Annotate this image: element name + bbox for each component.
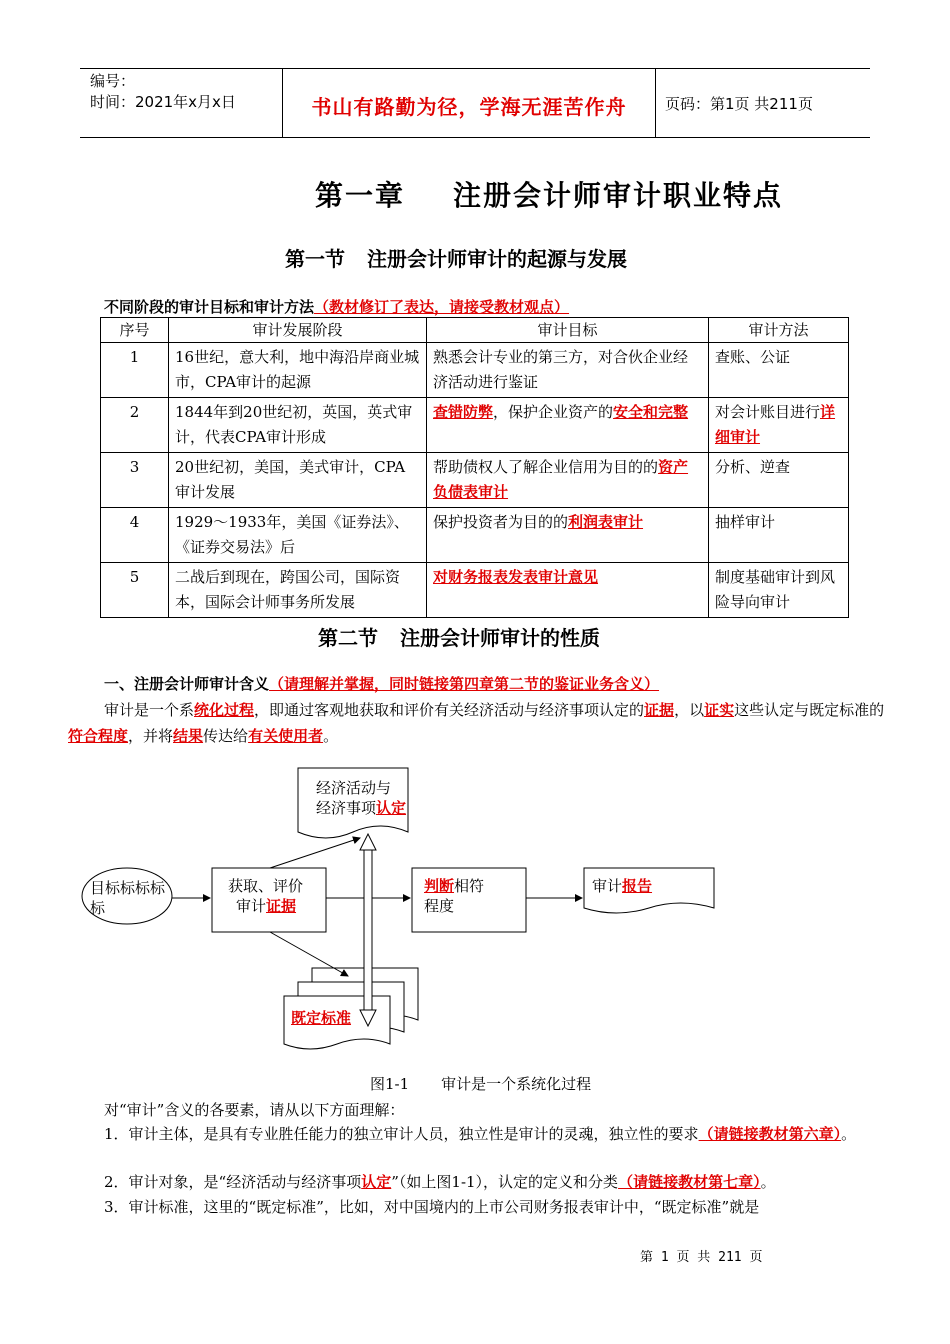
table-row [101,508,849,563]
goal-highlight: 利润表审计 [568,513,644,531]
highlight: 有关使用者 [248,727,324,745]
column-header: 审计目标 [427,318,709,343]
highlight: 报告 [622,877,653,895]
chapter-number: 第一章 [315,179,406,212]
table-header-row [101,318,849,343]
text: 审计 [236,897,267,915]
audit-history-table [100,317,849,618]
text: 。 [760,1173,776,1191]
element-item [68,1194,886,1220]
number-label: 编号： [90,72,136,90]
text: 相符 [454,877,485,895]
section-number: 第一节 [285,247,345,271]
section-title [285,243,627,272]
goal-highlight: 查错防弊 [433,403,494,421]
highlight: 既定标准 [291,1009,352,1027]
method-cell [709,398,849,453]
column-header: 审计方法 [709,318,849,343]
elements-intro: 对“审计”含义的各要素，请从以下方面理解： [104,1101,405,1119]
goal-text: 帮助债权人了解企业信用为目的的 [433,458,659,476]
header-divider [655,69,656,137]
evidence-label [228,876,303,916]
figure-caption [370,1073,591,1094]
page-label: 页码：第1页 共211页 [665,95,813,113]
highlight: 证据 [266,897,297,915]
table-caption [104,296,569,317]
stage-cell: 20世纪初，美国，美式审计，CPA审计发展 [169,453,427,508]
goal-text: ，保护企业资产的 [493,403,614,421]
row-number: 2 [101,398,169,453]
assertion-label [316,778,406,818]
row-number: 4 [101,508,169,563]
audit-process-diagram [80,760,780,1060]
goal-cell [427,343,709,398]
section-number: 第二节 [318,626,378,650]
highlight: 认定 [376,799,407,817]
text: 3．审计标准，这里的“既定标准”，比如，对中国境内的上市公司财务报表审计中，“既定标准”就是 [104,1198,760,1216]
method-cell: 抽样审计 [709,508,849,563]
time-label: 时间：2021年x月x日 [90,93,236,111]
text: 经济活动与 [316,779,392,797]
highlight: （请链接教材第七章） [618,1173,761,1191]
stage-cell: 16世纪，意大利，地中海沿岸商业城市，CPA审计的起源 [169,343,427,398]
chapter-title [315,174,783,214]
text: 。 [841,1125,857,1143]
text: 审计 [592,877,623,895]
table-row [101,563,849,618]
stage-cell: 二战后到现在，跨国公司，国际资本，国际会计师事务所发展 [169,563,427,618]
subheading-note: （请理解并掌握，同时链接第四章第二节的鉴证业务含义） [269,675,660,693]
section-name: 注册会计师审计的起源与发展 [367,247,627,271]
goal-highlight: 资产负债表审计 [433,458,689,501]
subheading-text: 一、注册会计师审计含义 [104,675,270,693]
text: 获取、评价 [228,877,304,895]
text: 1．审计主体，是具有专业胜任能力的独立审计人员，独立性是审计的灵魂，独立性的要求 [104,1125,699,1143]
row-number: 3 [101,453,169,508]
row-number: 5 [101,563,169,618]
text: 2．审计对象，是“经济活动与经济事项 [104,1173,362,1191]
method-cell: 分析、逆查 [709,453,849,508]
text: 程度 [424,897,455,915]
table-row [101,343,849,398]
element-item [68,1169,886,1195]
standard-label [291,1008,351,1028]
page-footer: 第 1 页 共 211 页 [640,1250,763,1265]
section-title [318,622,600,651]
section-name: 注册会计师审计的性质 [400,626,600,650]
highlight: 结果 [173,727,204,745]
goal-cell [427,453,709,508]
goal-cell [427,398,709,453]
text: ，以 [674,701,705,719]
header-motto: 书山有路勤为径，学海无涯苦作舟 [311,95,627,119]
goal-highlight: 对财务报表发表审计意见 [433,568,599,586]
text: 传达给 [203,727,249,745]
header-meta [90,71,236,113]
text: 目标标标标 [90,879,166,897]
method-cell: 查账、公证 [709,343,849,398]
table-caption-text: 不同阶段的审计目标和审计方法 [104,298,315,316]
stage-cell: 1929～1933年，美国《证券法》、《证券交易法》后 [169,508,427,563]
row-number: 1 [101,343,169,398]
method-cell: 制度基础审计到风险导向审计 [709,563,849,618]
text: ，并将 [128,727,174,745]
column-header: 审计发展阶段 [169,318,427,343]
stage-cell: 1844年到20世纪初，英国，英式审计，代表CPA审计形成 [169,398,427,453]
text: ，即通过客观地获取和评价有关经济活动与经济事项认定的 [254,701,645,719]
highlight: 证实 [704,701,735,719]
goal-highlight: 安全和完整 [613,403,689,421]
column-header: 序号 [101,318,169,343]
highlight: （请链接教材第六章） [698,1125,842,1143]
method-text: 对会计账目进行 [715,403,821,421]
subheading [104,671,659,697]
table-row [101,453,849,508]
element-item [68,1121,886,1147]
report-label [592,876,652,896]
method-highlight: 详细审计 [715,403,836,446]
goal-text: 保护投资者为目的的 [433,513,569,531]
page-header [80,68,870,138]
text: 经济事项 [316,799,377,817]
goal-cell [427,563,709,618]
table-caption-note: （教材修订了表达，请接受教材观点） [314,298,570,316]
text: 。 [323,727,339,745]
figure-number: 图1-1 [370,1075,410,1093]
highlight: 统化过程 [194,701,255,719]
text: 标 [90,899,106,917]
highlight: 证据 [644,701,675,719]
judge-label [424,876,484,916]
text: ”（如上图1-1），认定的定义和分类 [391,1173,619,1191]
target-label [90,878,168,918]
highlight: 判断 [424,877,455,895]
definition-paragraph [68,697,886,749]
figure-title: 审计是一个系统化过程 [441,1075,592,1093]
text: 审计是一个系 [104,701,195,719]
table-row [101,398,849,453]
chapter-name: 注册会计师审计职业特点 [453,179,784,212]
text: 这些认定与既定标准的 [734,701,885,719]
goal-text: 熟悉会计专业的第三方，对合伙企业经济活动进行鉴证 [433,348,689,391]
highlight: 符合程度 [68,727,129,745]
goal-cell [427,508,709,563]
highlight: 认定 [361,1173,392,1191]
